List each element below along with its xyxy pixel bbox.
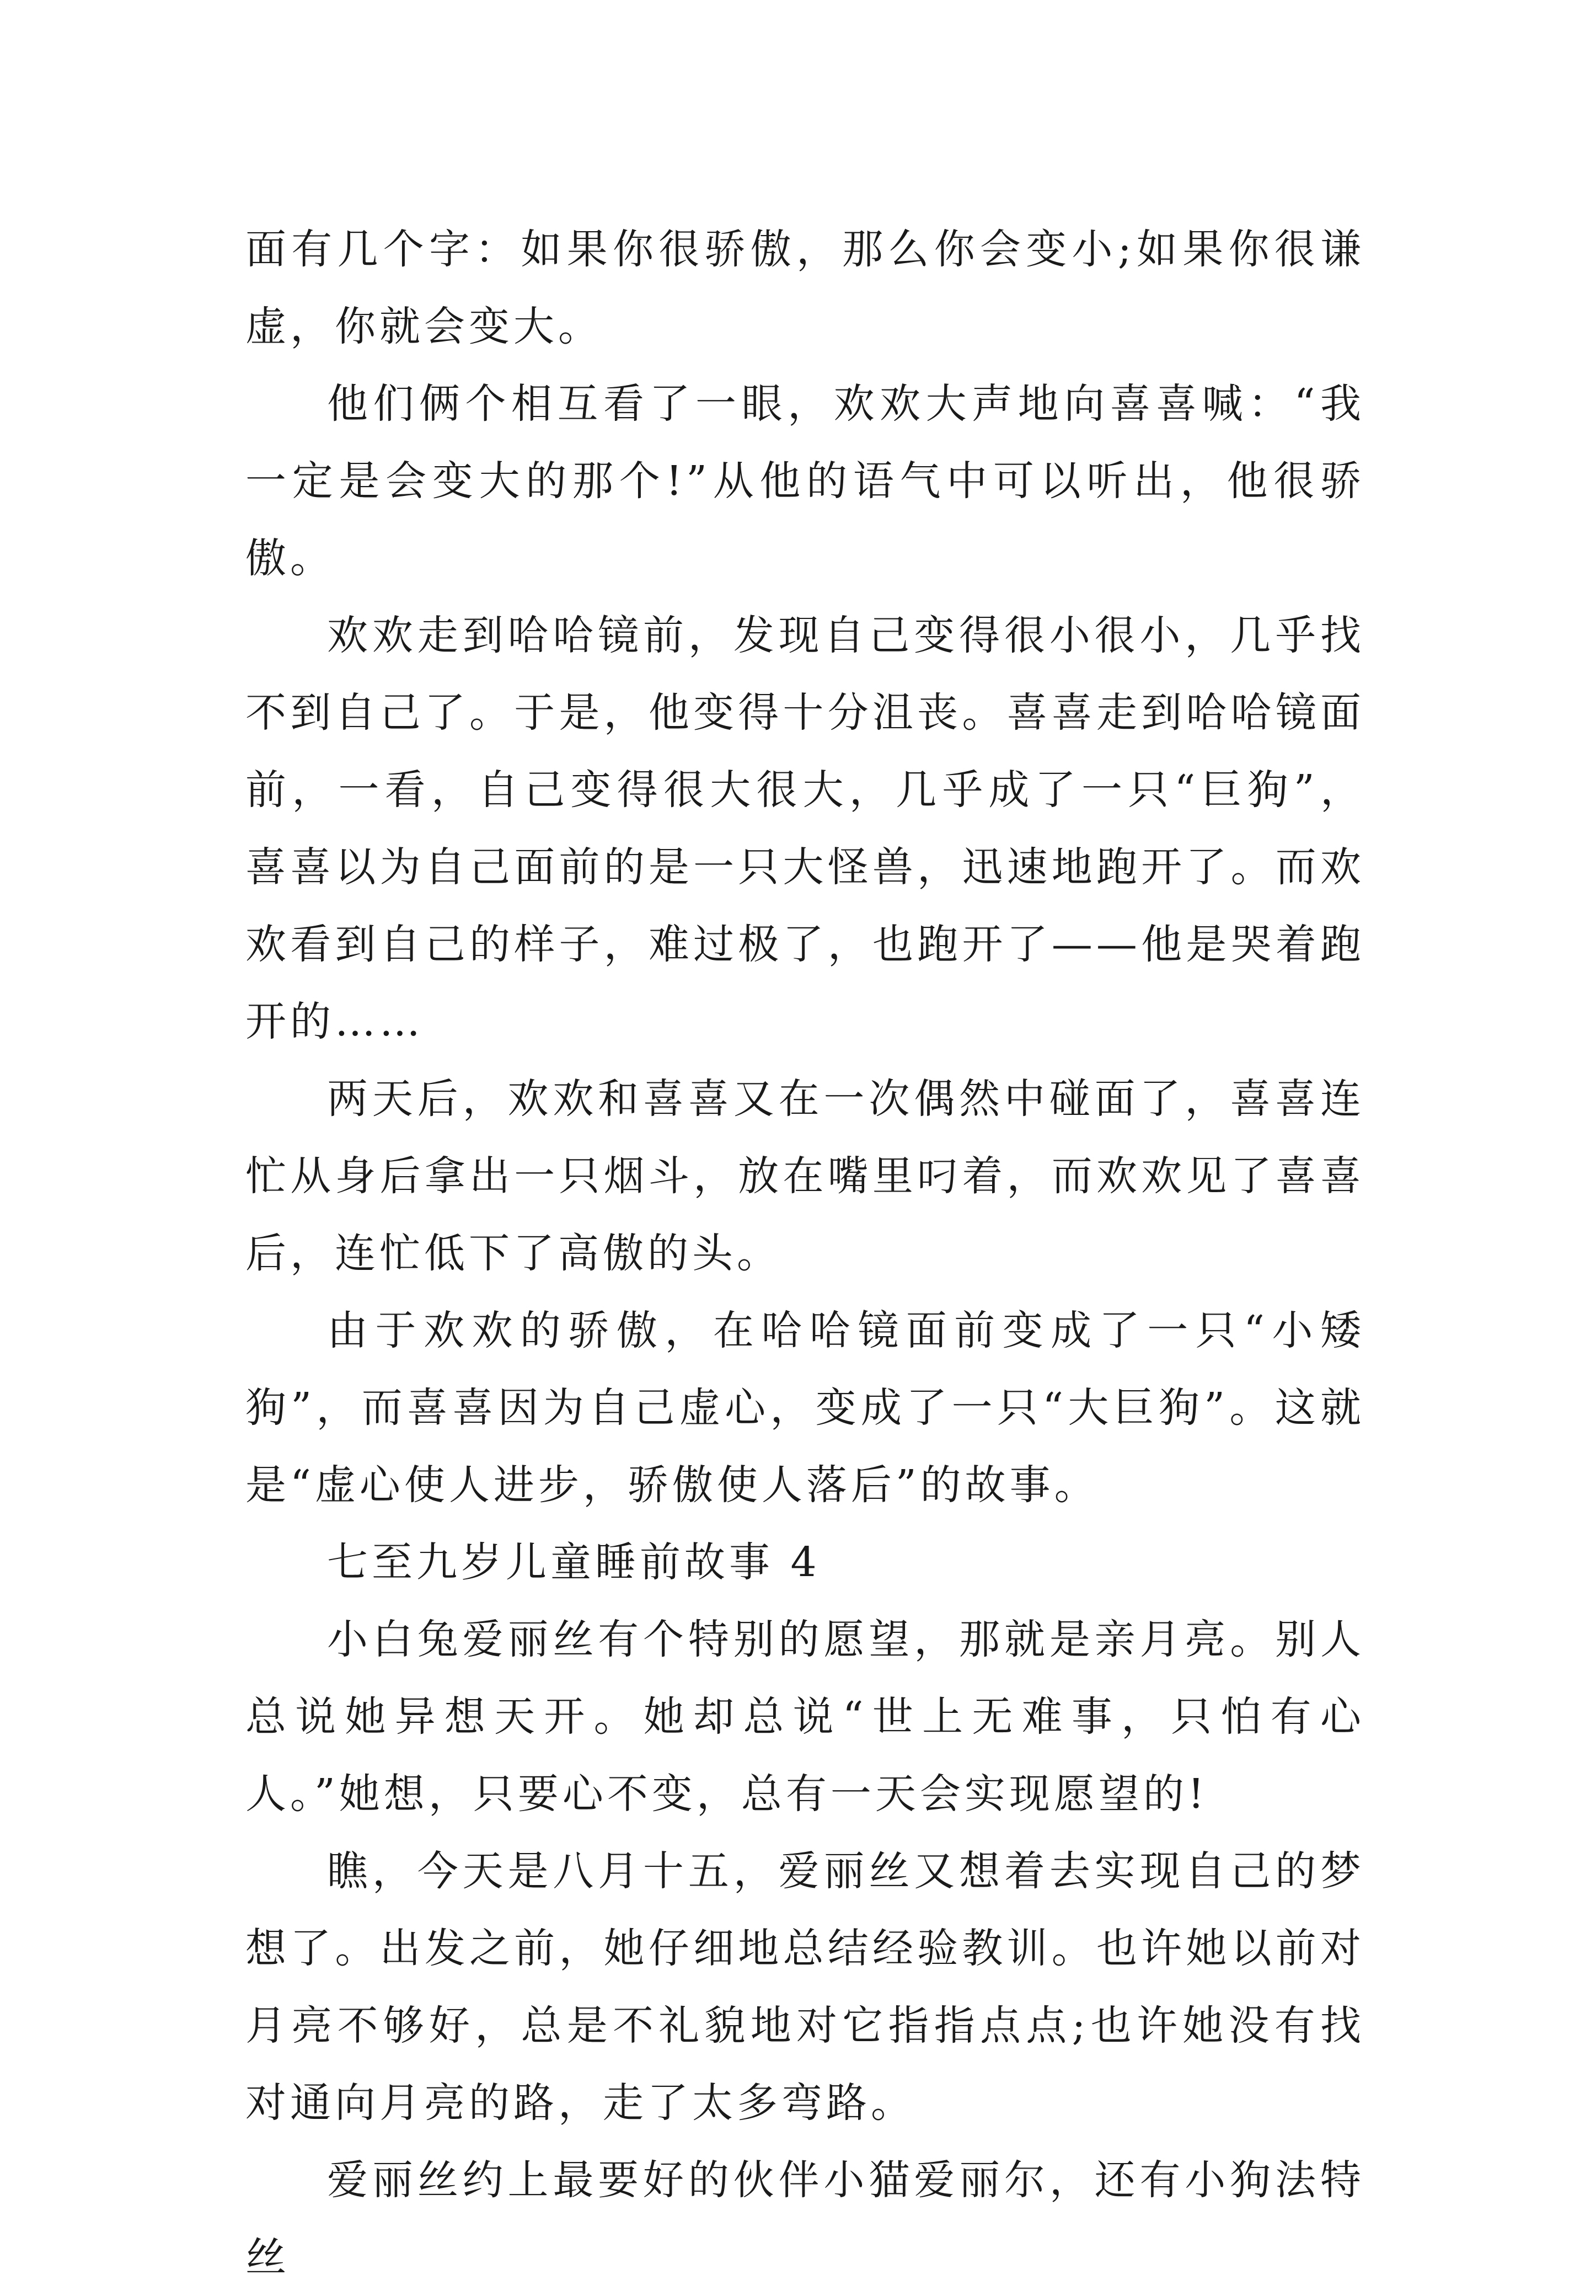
paragraph-continuation: 面有几个字：如果你很骄傲，那么你会变小;如果你很谦虚，你就会变大。 bbox=[245, 226, 1365, 350]
story-heading: 七至九岁儿童睡前故事 4 bbox=[327, 1539, 821, 1586]
paragraph: 小白兔爱丽丝有个特别的愿望，那就是亲月亮。别人总说她异想天开。她却总说“世上无难事，只怕有心人。”她想，只要心不变，总有一天会实现愿望的! bbox=[245, 1616, 1365, 1818]
paragraph: 爱丽丝约上最要好的伙伴小猫爱丽尔，还有小狗法特丝 bbox=[245, 2156, 1365, 2281]
paragraph: 他们俩个相互看了一眼，欢欢大声地向喜喜喊：“我一定是会变大的那个!”从他的语气中可以听出，他很骄傲。 bbox=[245, 380, 1365, 582]
paragraph: 两天后，欢欢和喜喜又在一次偶然中碰面了，喜喜连忙从身后拿出一只烟斗，放在嘴里叼着，而欢欢见了喜喜后，连忙低下了高傲的头。 bbox=[245, 1075, 1365, 1277]
paragraph: 瞧，今天是八月十五，爱丽丝又想着去实现自己的梦想了。出发之前，她仔细地总结经验教训。也许她以前对月亮不够好，总是不礼貌地对它指指点点;也许她没有找对通向月亮的路，走了太多弯路。 bbox=[245, 1848, 1365, 2127]
paragraph: 由于欢欢的骄傲，在哈哈镜面前变成了一只“小矮狗”，而喜喜因为自己虚心，变成了一只“大巨狗”。这就是“虚心使人进步，骄傲使人落后”的故事。 bbox=[245, 1307, 1365, 1509]
document-body bbox=[245, 211, 1365, 2296]
paragraph: 欢欢走到哈哈镜前，发现自己变得很小很小，几乎找不到自己了。于是，他变得十分沮丧。喜喜走到哈哈镜面前，一看，自己变得很大很大，几乎成了一只“巨狗”，喜喜以为自己面前的是一只大怪兽，迅速地跑开了。而欢欢看到自己的样子，难过极了，也跑开了——他是哭着跑开的…… bbox=[245, 612, 1365, 1045]
